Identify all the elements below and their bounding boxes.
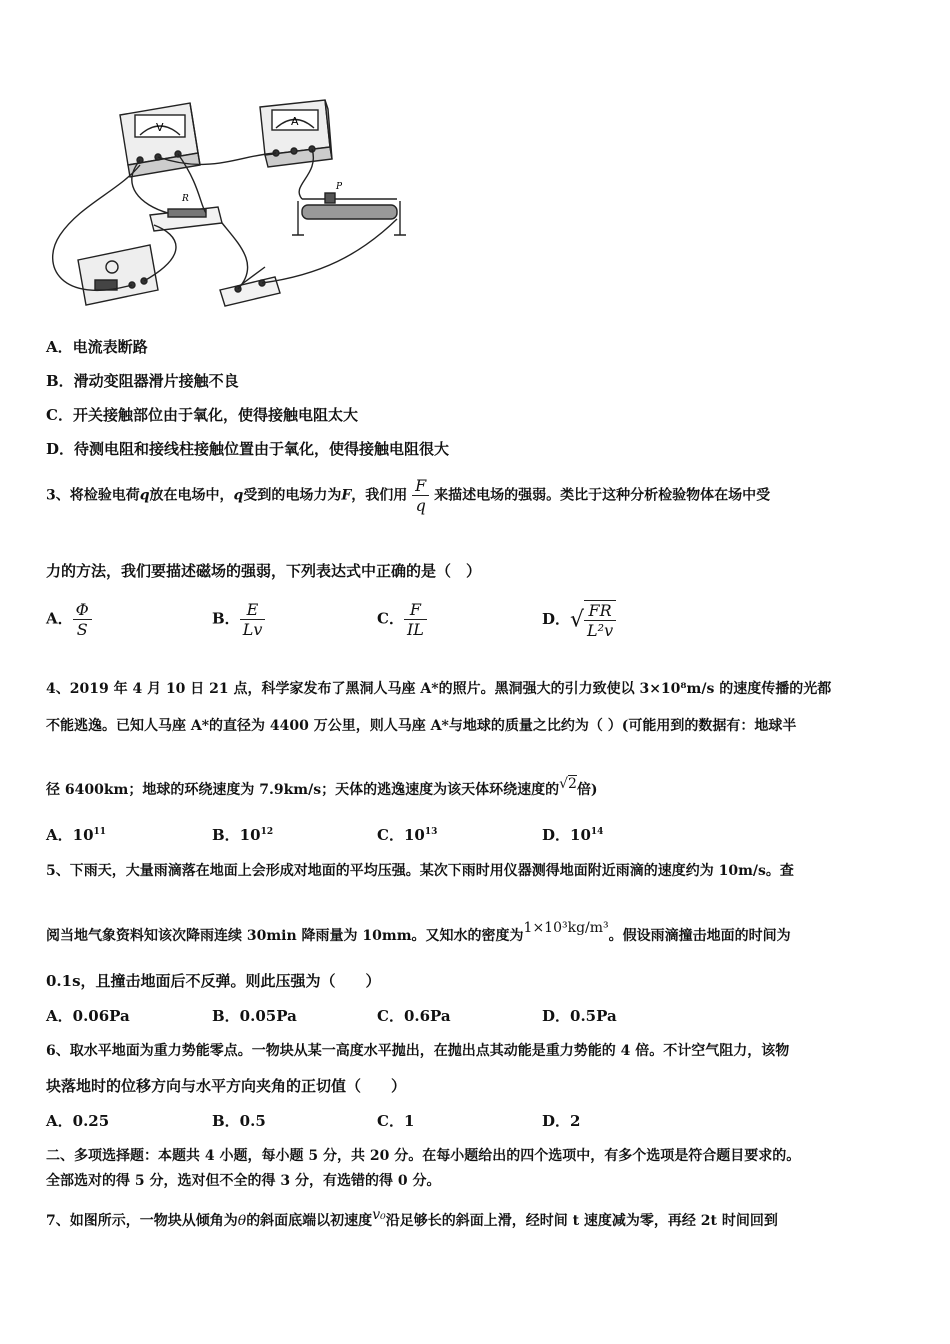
q4-line2: 不能逃逸。已知人马座 A*的直径为 4400 万公里，则人马座 A*与地球的质量之比约为（ ）(可能用到的数据有：地球半 [46,718,797,734]
q5-line1: 5、下雨天，大量雨滴落在地面上会形成对地面的平均压强。某次下雨时用仪器测得地面附近雨滴的速度约为 10m/s。查 [46,863,794,879]
q2-option-b: B．滑动变阻器滑片接触不良 [46,372,239,390]
q5-option-d: D．0.5Pa [542,1007,617,1025]
q4-line3: 径 6400km；地球的环绕速度为 7.9km/s；天体的逃逸速度为该天体环绕速度的√2倍) [46,776,598,798]
q6-option-a: A．0.25 [46,1112,110,1130]
q5-option-b: B．0.05Pa [212,1007,297,1025]
slider-label: P [336,182,343,192]
q2-option-c: C．开关接触部位由于氧化，使得接触电阻太大 [46,406,358,424]
q3-option-b: B． $\frac{E}{Lv}$ [212,600,265,639]
q3-option-d: D．√ $\frac{FR}{\text{L²v}}$ [542,600,616,640]
q5-option-a: A．0.06Pa [46,1007,130,1025]
q3-line2: 力的方法，我们要描述磁场的强弱，下列表达式中正确的是（ ） [46,562,482,580]
q6-line2: 块落地时的位移方向与水平方向夹角的正切值（ ） [46,1077,407,1095]
q4-option-b: B．$10^{12}$ [212,826,274,844]
q4-option-c: C．$10^{13}$ [377,826,438,844]
q5-line3: 0.1s，且撞击地面后不反弹。则此压强为（ ） [46,972,381,990]
q3-option-a: A． $\frac{\Phi}{S}$ [46,600,92,639]
q4-line1: 4、2019 年 4 月 10 日 21 点，科学家发布了黑洞人马座 A*的照片。黑洞强大的引力致使以 3×10⁸m/s 的速度传播的光都 [46,681,832,697]
ammeter-label: A [291,115,299,128]
q6-option-c: C．1 [377,1112,415,1130]
resistor-label: R [182,194,189,204]
q6-option-b: B．0.5 [212,1112,266,1130]
q3-line1: 3、将检验电荷q放在电场中，q受到的电场力为F，我们用 $\frac{F}{q}$ 来描述电场的强弱。类比于这种分析检验物体在场中受 [46,476,771,515]
q6-line1: 6、取水平地面为重力势能零点。一物块从某一高度水平抛出，在抛出点其动能是重力势能的 4 倍。不计空气阻力，该物 [46,1043,790,1059]
q4-option-a: A．$10^{11}$ [46,826,107,844]
circuit-figure [40,95,410,320]
field-strength-fraction: $\frac{F}{q}$ [412,476,429,515]
q7-line1: 7、如图所示，一物块从倾角为θ的斜面底端以初速度v₀沿足够长的斜面上滑，经时间 t 速度减为零，再经 2t 时间回到 [46,1207,778,1229]
q5-option-c: C．0.6Pa [377,1007,451,1025]
q2-option-d: D．待测电阻和接线柱接触位置由于氧化，使得接触电阻很大 [46,440,450,458]
q5-line2: 阅当地气象资料知该次降雨连续 30min 降雨量为 10mm。又知水的密度为1×10³kg/m³。假设雨滴撞击地面的时间为 [46,920,791,944]
q2-option-a: A．电流表断路 [46,338,148,356]
q4-option-d: D．$10^{14}$ [542,826,604,844]
section2-line2: 全部选对的得 5 分，选对但不全的得 3 分，有选错的得 0 分。 [46,1173,441,1189]
voltmeter-label: V [156,121,164,134]
q3-option-c: C． $\frac{F}{IL}$ [377,600,427,639]
section2-line1: 二、多项选择题：本题共 4 小题，每小题 5 分，共 20 分。在每小题给出的四个选项中，有多个选项是符合题目要求的。 [46,1148,801,1164]
q6-option-d: D．2 [542,1112,581,1130]
